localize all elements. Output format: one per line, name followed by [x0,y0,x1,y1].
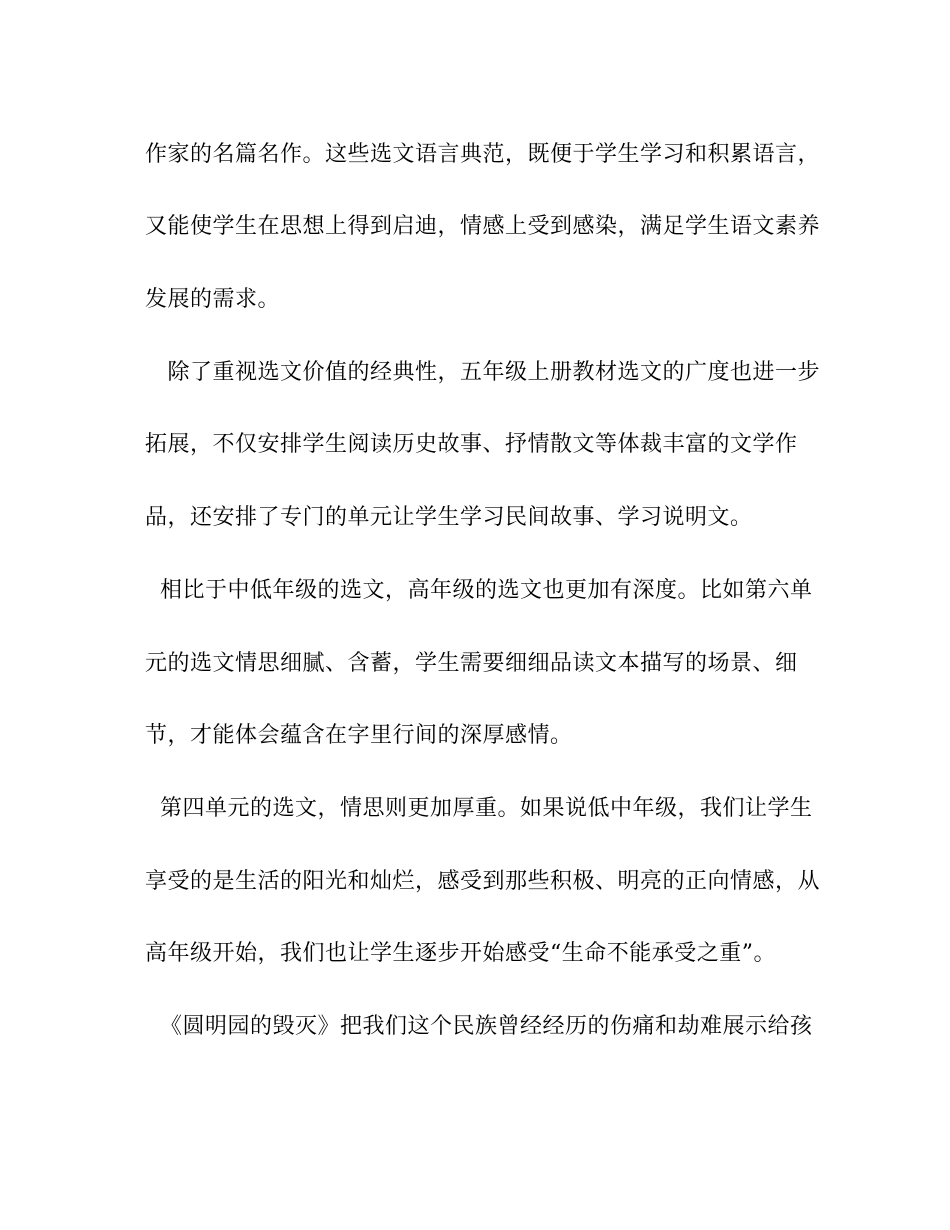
text-line: 拓展，不仅安排学生阅读历史故事、抒情散文等体裁丰富的文学作 [145,432,798,457]
text-line: 相比于中低年级的选文，高年级的选文也更加有深度。比如第六单 [145,578,813,603]
text-line: 享受的是生活的阳光和灿烂，感受到那些积极、明亮的正向情感，从 [145,869,821,894]
text-line: 高年级开始，我们也让学生逐步开始感受“生命不能承受之重”。 [145,941,776,966]
text-line: 作家的名篇名作。这些选文语言典范，既便于学生学习和积累语言， [145,142,821,167]
text-line: 《圆明园的毁灭》把我们这个民族曾经经历的伤痛和劫难展示给孩 [145,1014,813,1039]
text-line: 第四单元的选文，情思则更加厚重。如果说低中年级，我们让学生 [145,796,813,821]
text-line: 节，才能体会蕴含在字里行间的深厚感情。 [145,723,573,748]
text-line: 元的选文情思细腻、含蓄，学生需要细细品读文本描写的场景、细 [145,651,798,676]
text-line: 又能使学生在思想上得到启迪，情感上受到感染，满足学生语文素养 [145,214,821,239]
text-line: 品，还安排了专门的单元让学生学习民间故事、学习说明文。 [145,505,753,530]
text-line: 除了重视选文价值的经典性，五年级上册教材选文的广度也进一步 [145,360,820,385]
text-line: 发展的需求。 [145,287,281,312]
